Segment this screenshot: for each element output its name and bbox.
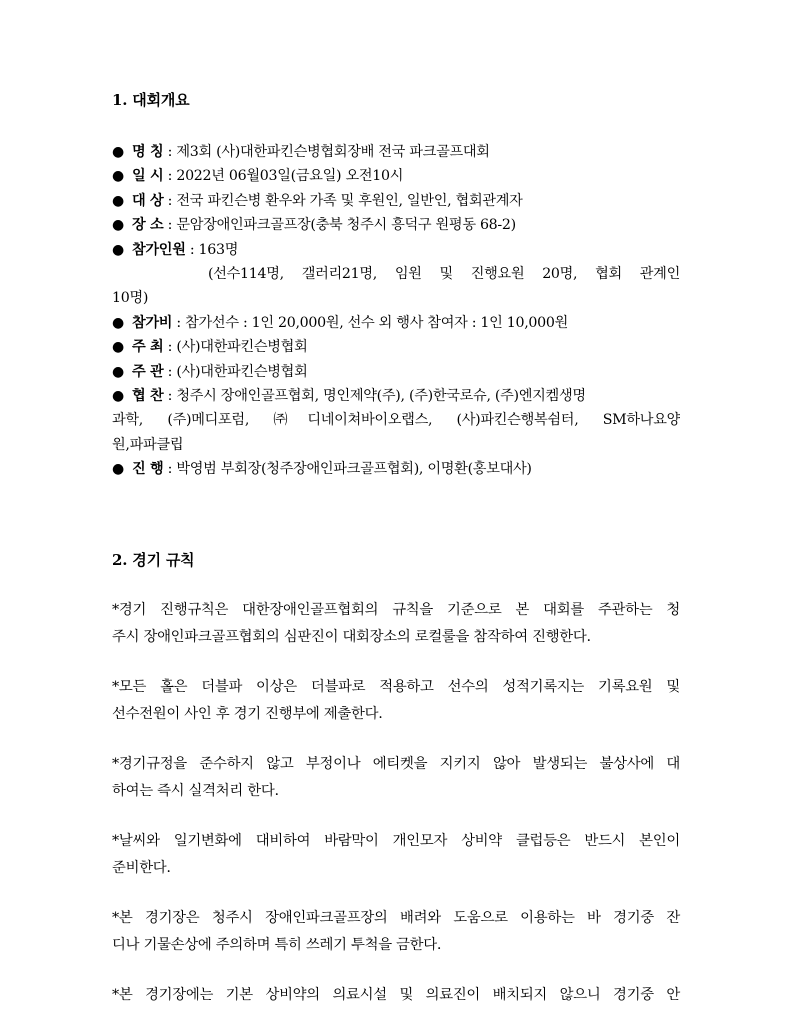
bullet-icon: ●	[112, 241, 124, 258]
item-value: 163명	[198, 241, 239, 258]
item-separator: :	[163, 217, 177, 234]
rule-paragraph	[112, 982, 680, 1009]
item-value: 문암장애인파크골프장(충북 청주시 흥덕구 원평동 68-2)	[176, 217, 516, 234]
bullet-icon: ●	[112, 388, 124, 405]
list-item-fee	[112, 311, 680, 335]
item-value: 참가선수 : 1인 20,000원, 선수 외 행사 참여자 : 1인 10,000원	[185, 314, 569, 331]
list-item-host	[112, 335, 680, 359]
list-item-participants	[112, 238, 680, 262]
rule-paragraph	[112, 905, 680, 959]
list-item-operation	[112, 457, 680, 481]
item-value: 2022년 06월03일(금요일) 오전10시	[176, 168, 404, 185]
rule-line: 준비한다.	[112, 860, 171, 876]
item-value: 청주시 장애인골프협회, 명인제약(주), (주)한국로슈, (주)엔지켐생명	[176, 388, 586, 405]
item-label: 일 시	[132, 168, 164, 185]
rule-line: *본 경기장에는 기본 상비약의 의료시설 및 의료진이 배치되지 않으니 경기중 안	[112, 987, 680, 1003]
bullet-icon: ●	[112, 314, 124, 331]
item-separator: :	[163, 388, 177, 405]
bullet-icon: ●	[112, 168, 124, 185]
item-separator: :	[163, 192, 177, 209]
rule-line: *모든 홀은 더블파 이상은 더블파로 적용하고 선수의 성적기록지는 기록요원 및	[112, 679, 680, 695]
item-separator: :	[163, 144, 177, 160]
list-item-name	[112, 140, 680, 164]
rule-line: *날씨와 일기변화에 대비하여 바람막이 개인모자 상비약 클럽등은 반드시 본인이	[112, 833, 680, 849]
item-label: 명 칭	[132, 144, 164, 160]
bullet-icon: ●	[112, 144, 124, 160]
section-1-title: 1. 대회개요	[112, 91, 190, 109]
item-value: 박영범 부회장(청주장애인파크골프협회), 이명환(홍보대사)	[176, 461, 532, 478]
rule-paragraph	[112, 674, 680, 728]
list-item-sponsor	[112, 384, 680, 408]
item-label: 참가인원	[132, 241, 186, 258]
rule-line: 하여는 즉시 실격처리 한다.	[112, 783, 279, 799]
rule-line: 선수전원이 사인 후 경기 진행부에 제출한다.	[112, 706, 383, 722]
rule-paragraph	[112, 751, 680, 805]
item-label: 진 행	[132, 461, 164, 478]
list-item-date	[112, 164, 680, 188]
rule-line: *경기 진행규칙은 대한장애인골프협회의 규칙을 기준으로 본 대회를 주관하는 청	[112, 602, 680, 618]
participants-detail-line-1: (선수114명, 갤러리21명, 임원 및 진행요원 20명, 협회 관계인	[208, 266, 680, 283]
event-overview-list	[112, 140, 680, 482]
item-label: 대 상	[132, 192, 164, 209]
list-item-target	[112, 189, 680, 213]
item-value: 전국 파킨슨병 환우와 가족 및 후원인, 일반인, 협회관계자	[176, 192, 523, 209]
item-label: 참가비	[132, 314, 173, 331]
bullet-icon: ●	[112, 217, 124, 234]
item-separator: :	[163, 168, 177, 185]
item-value: (사)대한파킨슨병협회	[176, 363, 308, 380]
rule-paragraph	[112, 597, 680, 651]
rule-paragraph	[112, 828, 680, 882]
item-value: 제3회 (사)대한파킨슨병협회장배 전국 파크골프대회	[176, 144, 490, 160]
section-2-title: 2. 경기 규칙	[112, 551, 195, 569]
item-label: 장 소	[132, 217, 164, 234]
rule-line: *경기규정을 준수하지 않고 부정이나 에티켓을 지키지 않아 발생되는 불상사에 대	[112, 756, 680, 772]
item-separator: :	[172, 314, 186, 331]
item-label: 협 찬	[132, 388, 164, 405]
item-separator: :	[185, 241, 199, 258]
bullet-icon: ●	[112, 461, 124, 478]
rule-line: *본 경기장은 청주시 장애인파크골프장의 배려와 도움으로 이용하는 바 경기중 잔	[112, 910, 680, 926]
item-separator: :	[163, 339, 177, 356]
item-separator: :	[163, 461, 177, 478]
rule-line: 주시 장애인파크골프협회의 심판진이 대회장소의 로컬룰을 참작하여 진행한다.	[112, 629, 591, 645]
item-value: (사)대한파킨슨병협회	[176, 339, 308, 356]
list-item-organizer	[112, 360, 680, 384]
item-separator: :	[163, 363, 177, 380]
bullet-icon: ●	[112, 363, 124, 380]
game-rules	[112, 597, 680, 1032]
rule-line: 디나 기물손상에 주의하며 특히 쓰레기 투척을 금한다.	[112, 937, 442, 953]
item-label: 주 최	[132, 339, 164, 356]
list-item-venue	[112, 213, 680, 237]
item-label: 주 관	[132, 363, 164, 380]
bullet-icon: ●	[112, 192, 124, 209]
sponsor-line-2: 과학, (주)메디포럼, ㈜디네이쳐바이오랩스, (사)파킨슨행복쉼터, SM하나요양	[112, 412, 680, 429]
participants-detail-line-2: 10명)	[112, 290, 149, 307]
bullet-icon: ●	[112, 339, 124, 356]
sponsor-line-3: 원,파파클립	[112, 436, 184, 453]
